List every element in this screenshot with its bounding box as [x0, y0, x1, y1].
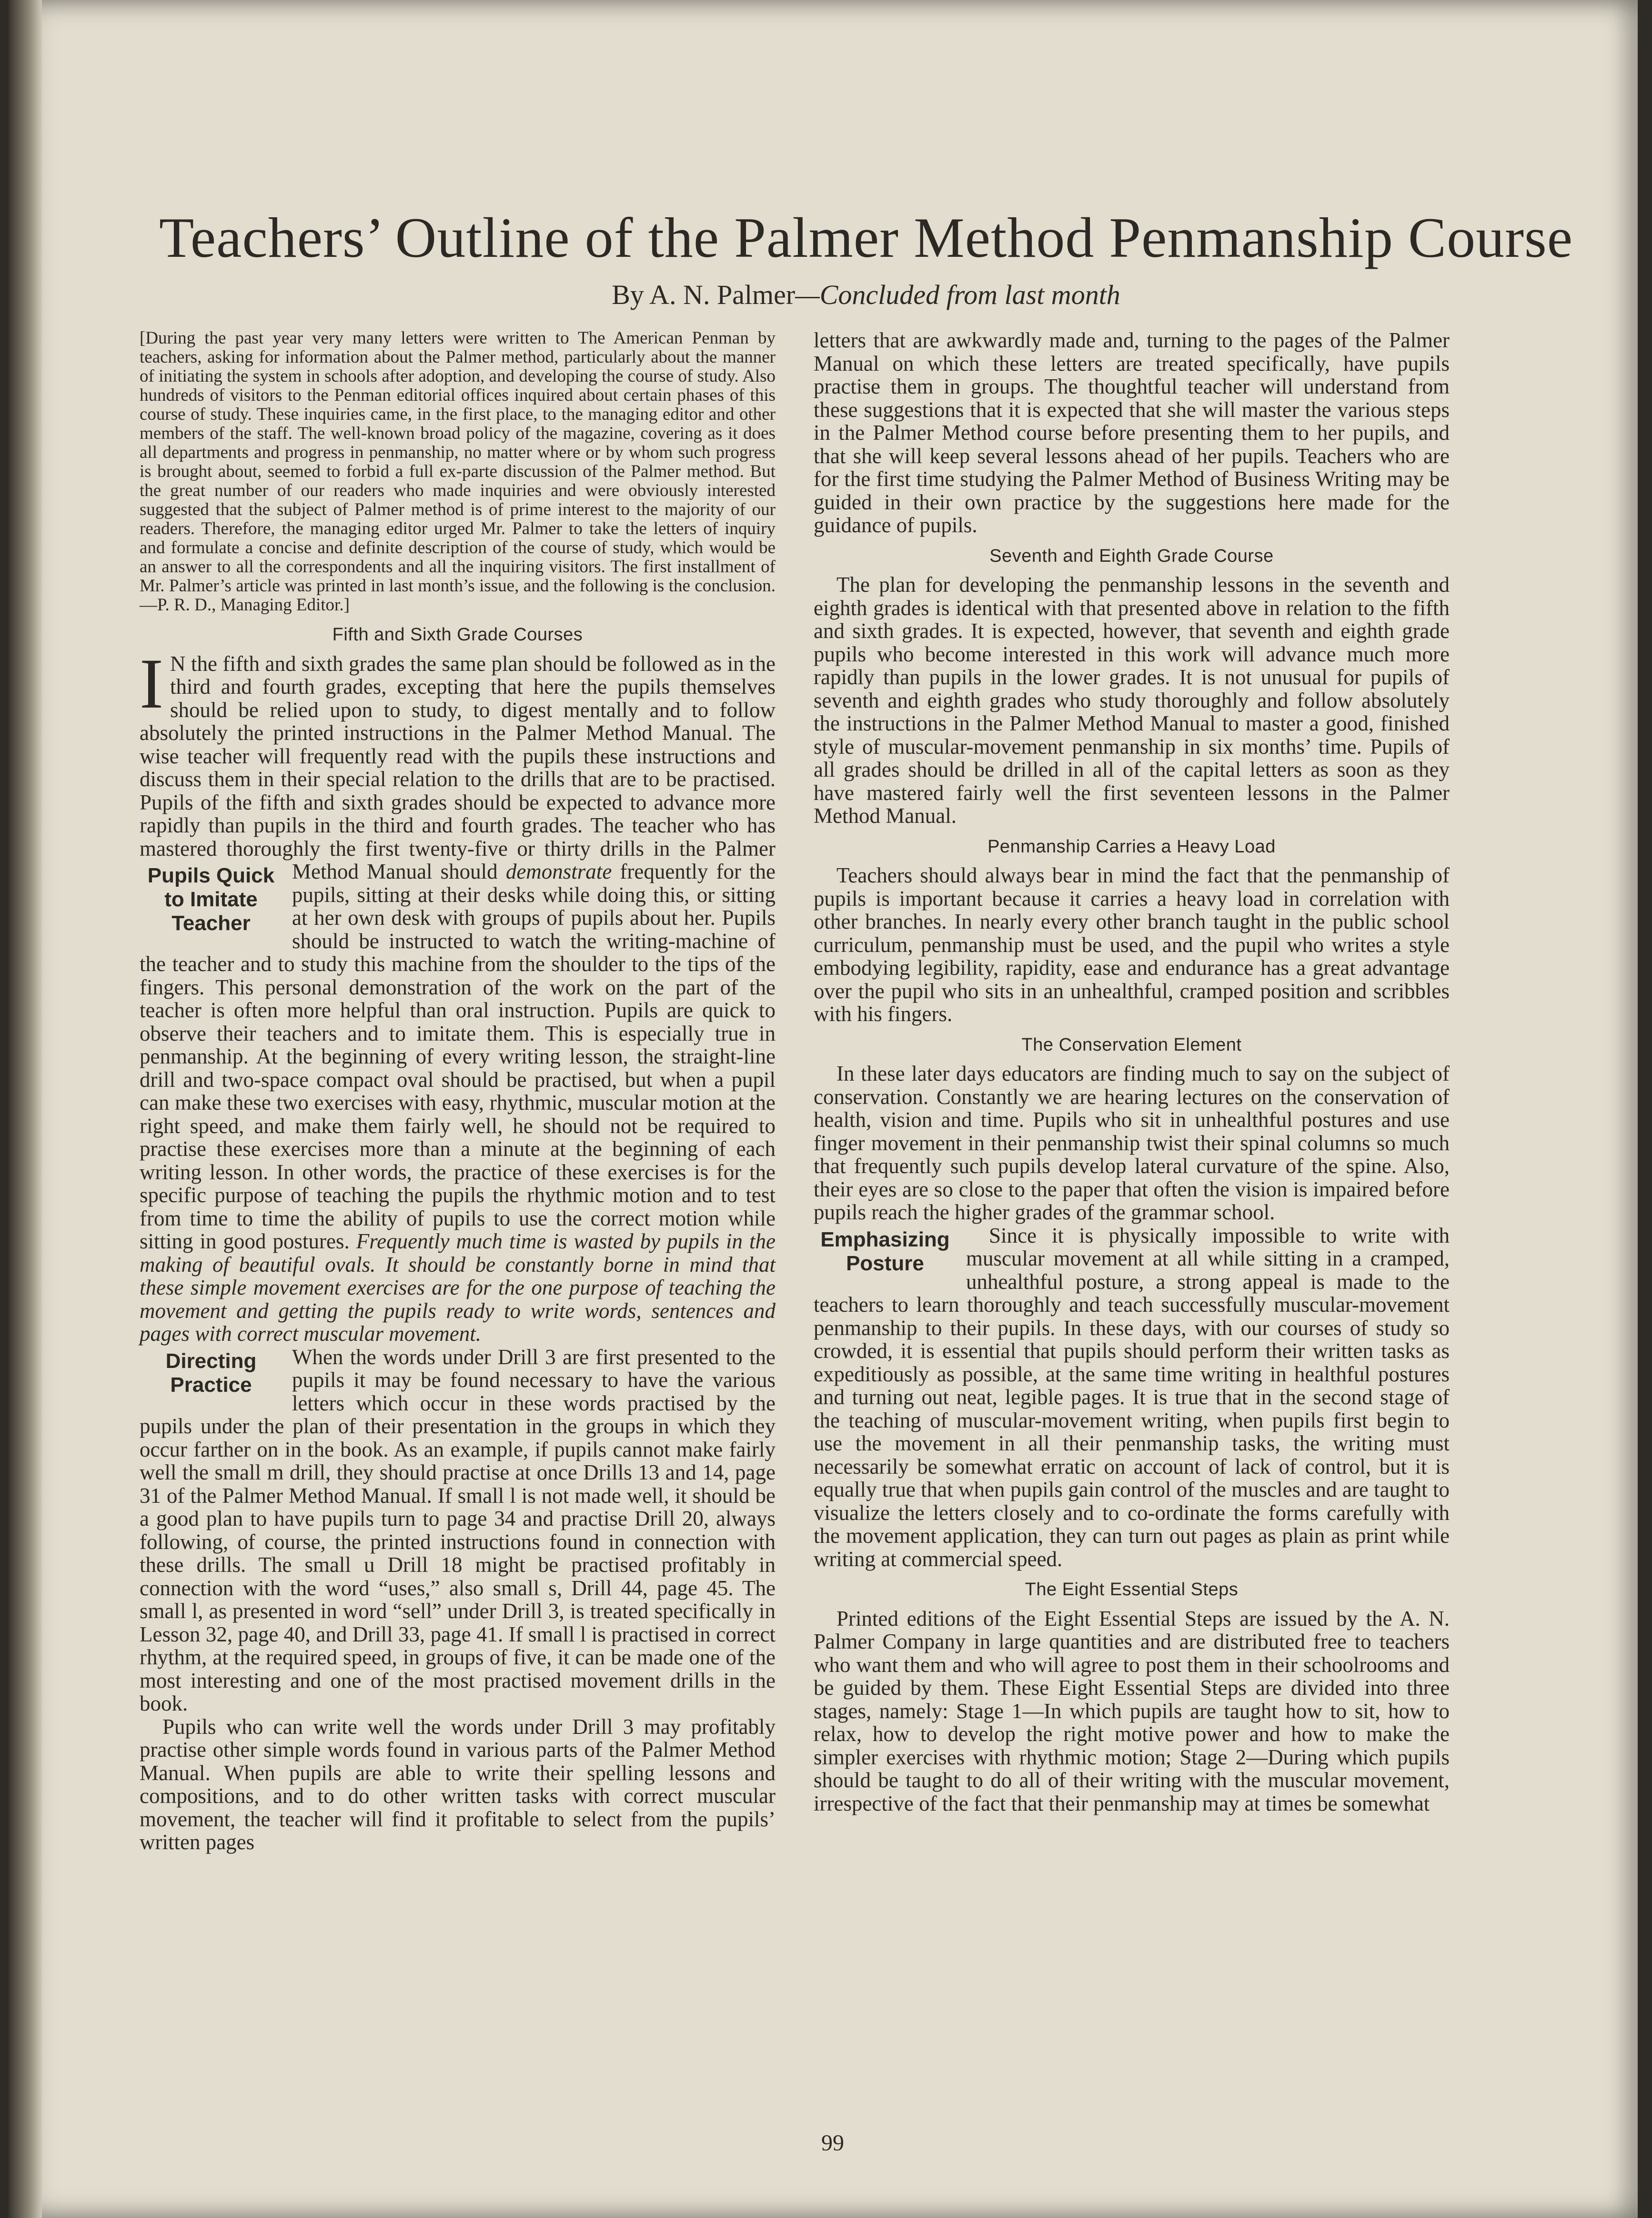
heading-conservation: The Conservation Element — [1021, 1034, 1242, 1055]
heading-seventh-eighth: Seventh and Eighth Grade Course — [989, 546, 1274, 566]
heading-heavy-load: Penmanship Carries a Heavy Load — [987, 836, 1276, 857]
para-emphasis: demonstrate — [505, 860, 612, 883]
paragraph-drill-3: Pupils who can write well the words under Drill 3 may profitably practise other simple words found in various parts of the Palmer Method Manual. When pupils are able to write their spelling lessons and compositions, and to do other written tasks with correct muscular movement, the teacher will find it profitable to select from the pupils’ written pages — [140, 1714, 776, 1854]
para-text: When the words under Drill 3 are first presented to the pupils it may be found necessary to have the various letters which occur in these words practised by the pupils under the plan of their presentation in the groups in which they occur farther on in the book. As an example, if pupils cannot make fairly well the small m drill, they should practise at once Drills 13 and 14, page 31 of the Palmer Method Manual. If small l is not made well, it should be a good plan to have pupils turn to page 34 and practise Drill 20, always following, of course, the printed instructions found in connection with these drills. The small u Drill 18 might be practised profitably in connection with the word “uses,” also small s, Drill 44, page 45. The small l, as presented in word “sell” under Drill 3, is treated specifically in Lesson 32, page 40, and Drill 33, page 41. If small l is practised in correct rhythm, at the required speed, in groups of five, it can be made one of the most interesting and one of the most practised movement drills in the book. — [140, 1345, 776, 1715]
paragraph-heavy-load: Teachers should always bear in mind the fact that the penmanship of pupils is important because it carries a heavy load in correlation with other branches. In nearly every other branch taught in the public school curriculum, penmanship must be used, and the pupil who writes a style embodying legibility, rapidity, ease and endurance has a great advantage over the pupil who sits in an unhealthful, cramped position and scribbles with his fingers. — [814, 863, 1450, 1026]
paragraph-continued: letters that are awkwardly made and, turning to the pages of the Palmer Manual on which these letters are treated specifically, have pupils practise them in groups. The thoughtful teacher will understand from these suggestions that it is expected that she will master the various steps in the Palmer Method course before presenting them to her pupils, and that she will keep several lessons ahead of her pupils. Teachers who are for the first time studying the Palmer Method of Business Writing may be guided in their own practice by the suggestions here made for the guidance of pupils. — [814, 328, 1450, 537]
paragraph-seventh-eighth: The plan for developing the penmanship lessons in the seventh and eighth grades is identical with that presented above in relation to the fifth and sixth grades. It is expected, however, that seventh and eighth grade pupils who become interested in this work will advance much more rapidly than pupils in the lower grades. It is not unusual for pupils of seventh and eighth grades who study thoroughly and follow absolutely the instructions in the Palmer Method Manual to master a good, finished style of muscular-movement penmanship in six months’ time. Pupils of all grades should be drilled in all of the capital letters as soon as they have mastered fairly well the first seventeen lessons in the Palmer Method Manual. — [814, 573, 1450, 828]
byline-continuation: —Concluded from last month — [795, 279, 1120, 310]
right-column — [814, 329, 1450, 1815]
byline — [151, 279, 1581, 311]
para-text: Since it is physically impossible to write with muscular movement at all while sitting in a cramped, unhealthful posture, a strong appeal is made to the teachers to learn thoroughly and teach successfully muscular-movement penmanship to their pupils. In these days, with our courses of study so crowded, it is essential that pupils should perform their written tasks as expeditiously as possible, at the same time writing in healthful postures and turning out neat, legible pages. It is true that in the second stage of the teaching of muscular-movement writing, when pupils first begin to use the movement in all their penmanship tasks, the writing must necessarily be somewhat erratic on account of lack of control, but it is equally true that when pupils gain control of the muscles and are taught to visualize the letters closely and to co-ordinate the forms carefully with the movement application, they can turn out pages as plain as print while writing at commercial speed. — [814, 1223, 1450, 1571]
paragraph-eight-steps: Printed editions of the Eight Essential Steps are issued by the A. N. Palmer Company in large quantities and are distributed free to teachers who want them and who will agree to post them in their schoolrooms and be guided by them. These Eight Essential Steps are divided into three stages, namely: Stage 1—In which pupils are taught how to sit, how to relax, how to develop the right motive power and how to make the simpler exercises with rhythmic motion; Stage 2—During which pupils should be taught to do all of their writing with the muscular movement, irrespective of the fact that their penmanship may at times be somewhat — [814, 1606, 1450, 1815]
heading-fifth-sixth: Fifth and Sixth Grade Courses — [332, 625, 583, 645]
paragraph-conservation: In these later days educators are finding much to say on the subject of conservation. Constantly we are hearing lectures on the conservation of health, vision and time. Pupils who sit in unhealthful postures and use finger movement in their penmanship twist their spinal columns so much that frequently such pupils develop lateral curvature of the spine. Also, their eyes are so close to the paper that often the vision is impaired before pupils reach the higher grades of the grammar school. — [814, 1062, 1450, 1224]
paragraph-directing — [140, 1346, 776, 1715]
para-text: N the fifth and sixth grades the same plan should be followed as in the third and fourth grades, excepting that here the pupils themselves should be relied upon to study, to digest mentally and to follow absolutely the printed instructions in the Palmer Method Manual. The wise teacher will frequently read with the pupils these instructions and discuss them in their special relation to the drills that are to be practised. Pupils of the fifth and sixth grades should be expected to advance more rapidly than pupils in the third and fourth grades. The teacher who has mastered thoroughly the first twenty-five or thirty drills in the Palmer Method Manual should — [140, 651, 776, 883]
heading-eight-steps: The Eight Essential Steps — [1025, 1580, 1239, 1600]
magazine-page — [9, 0, 1638, 2218]
left-column — [140, 329, 776, 1854]
article-title: Teachers’ Outline of the Palmer Method Penmanship Course — [159, 206, 1573, 269]
sidehead-directing-practice: Directing Practice — [165, 1349, 257, 1397]
para-italic-passage: Frequently much time is wasted by pupils in the making of beautiful ovals. It should be constantly borne in mind that these simple movement exercises are for the one purpose of teaching the movement and getting the pupils ready to write words, sentences and pages with correct muscular movement. — [140, 1229, 776, 1346]
drop-cap: I — [140, 644, 163, 723]
editor-note: [During the past year very many letters were written to The American Penman by teachers, asking for information about the Palmer method, particularly about the manner of initiating the system in schools after adoption, and developing the course of study. Also hundreds of visitors to the Penman editorial offices inquired about certain phases of this course of study. These inquiries came, in the first place, to the managing editor and other members of the staff. The well-known broad policy of the magazine, covering as it does all departments and progress in penmanship, no matter where or by whom such progress is brought about, seemed to forbid a full ex-parte discussion of the Palmer method. But the great number of our readers who made inquiries and were obviously interested suggested that the subject of Palmer method is of prime interest to the majority of our readers. Therefore, the managing editor urged Mr. Palmer to take the letters of inquiry and formulate a concise and definite description of the course of study, which would be an answer to all the correspondents and all the inquiring visitors. The first installment of Mr. Palmer’s article was printed in last month’s issue, and the following is the conclusion.—P. R. D., Managing Editor.] — [140, 328, 776, 615]
paragraph-posture — [814, 1224, 1450, 1571]
paragraph-fifth-sixth — [140, 644, 776, 1346]
byline-author: By A. N. Palmer — [612, 279, 796, 310]
para-text-cont: frequently for the pupils, sitting at their desks while doing this, or sitting at her own desk with groups of pupils about her. Pupils should be instructed to watch the writing-machine of the teacher and to study this machine from the shoulder to the tips of the fingers. This personal demonstration of the work on the part of the teacher is often more helpful than oral instruction. Pupils are quick to observe their teachers and to imitate them. This is especially true in penmanship. At the beginning of every writing lesson, the straight-line drill and two-space compact oval should be practised, but when a pupil can make these two exercises with easy, rhythmic, muscular motion at the right speed, and make them fairly well, he should not be required to practise these exercises more than a minute at the beginning of each writing lesson. In other words, the practice of these exercises is for the specific purpose of teaching the pupils the rhythmic motion and to test from time to time the ability of pupils to use the correct motion while sitting in good postures. — [140, 860, 776, 1253]
page-number: 99 — [821, 2130, 844, 2156]
sidehead-emphasizing-posture: Emphasizing Posture — [820, 1227, 950, 1275]
sidehead-quick-to-imitate: Pupils Quick to Imitate Teacher — [147, 864, 275, 935]
book-binding-shadow — [9, 0, 42, 2218]
